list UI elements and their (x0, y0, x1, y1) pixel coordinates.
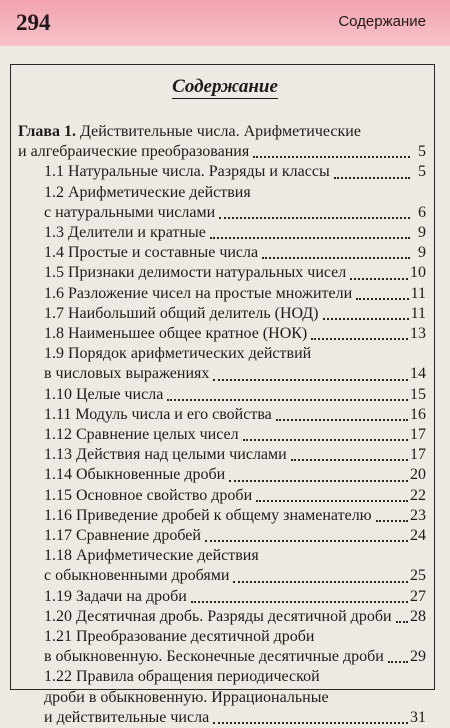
toc-title-text: Содержание (172, 76, 278, 97)
table-of-contents (18, 122, 426, 728)
toc-entry-text: 1.13 Действия над целыми числами (44, 446, 287, 464)
dot-leader (229, 472, 408, 482)
dot-leader (243, 431, 408, 441)
dot-leader (376, 512, 408, 522)
toc-entry-text: 1.4 Простые и составные числа (44, 244, 259, 262)
dot-leader (262, 249, 410, 259)
toc-entry-text: 1.22 Правила обращения периодической (44, 668, 320, 686)
dot-leader (350, 270, 408, 280)
toc-entry-text: 1.14 Обыкновенные дроби (44, 466, 226, 484)
toc-entry-text: 1.10 Целые числа (44, 385, 164, 403)
toc-page-number: 5 (418, 163, 426, 181)
dot-leader (213, 371, 408, 381)
toc-entry-s1_2[interactable] (18, 203, 426, 223)
dot-leader (291, 451, 408, 461)
toc-page-number: 15 (410, 385, 426, 403)
toc-entry-s1_16[interactable] (18, 506, 426, 526)
toc-entry-text: 1.5 Признаки делимости натуральных чисел (44, 264, 347, 282)
toc-entry-s1_19[interactable] (18, 587, 426, 607)
toc-entry-text: и алгебраические преобразования (18, 143, 250, 161)
toc-entry-s1_21[interactable] (18, 647, 426, 667)
toc-page-number: 13 (410, 325, 426, 343)
toc-entry-text: 1.17 Сравнение дробей (44, 527, 201, 545)
dot-leader (323, 310, 409, 320)
toc-entry-text: 1.6 Разложение чисел на простые множители (44, 284, 353, 302)
toc-entry-text: в числовых выражениях (44, 365, 210, 383)
toc-page-number: 31 (410, 708, 426, 726)
toc-entry-s1_9-line[interactable] (18, 344, 426, 364)
toc-page-number: 27 (410, 587, 426, 605)
chapter-label: Глава 1. (18, 123, 76, 140)
toc-entry-s1_8[interactable] (18, 324, 426, 344)
toc-entry-text: и действительные числа (44, 708, 210, 726)
dot-leader (205, 532, 408, 542)
toc-page-number: 24 (410, 527, 426, 545)
toc-entry-text: 1.19 Задачи на дроби (44, 587, 187, 605)
toc-entry-s1_10[interactable] (18, 385, 426, 405)
toc-page-number: 23 (410, 506, 426, 524)
toc-entry-ch1[interactable] (18, 142, 426, 162)
toc-entry-s1_5[interactable] (18, 263, 426, 283)
toc-page-number: 11 (410, 304, 426, 322)
toc-entry-s1_4[interactable] (18, 243, 426, 263)
toc-page-number: 14 (410, 365, 426, 383)
dot-leader (334, 169, 410, 179)
toc-entry-text: 1.11 Модуль числа и его свойства (44, 405, 272, 423)
toc-entry-s1_3[interactable] (18, 223, 426, 243)
toc-entry-s1_11[interactable] (18, 405, 426, 425)
toc-entry-s1_7[interactable] (18, 304, 426, 324)
toc-page-number: 28 (410, 607, 426, 625)
toc-entry-s1_13[interactable] (18, 445, 426, 465)
toc-page-number: 10 (410, 264, 426, 282)
toc-entry-text: 1.20 Десятичная дробь. Разряды десятичной дроби (44, 607, 392, 625)
toc-page-number: 9 (418, 244, 426, 262)
toc-entry-s1_15[interactable] (18, 486, 426, 506)
toc-page-number: 6 (418, 203, 426, 221)
toc-entry-s1_17[interactable] (18, 526, 426, 546)
toc-entry-s1_12[interactable] (18, 425, 426, 445)
toc-page-number: 22 (410, 486, 426, 504)
toc-entry-s1_20[interactable] (18, 607, 426, 627)
dot-leader (311, 330, 408, 340)
dot-leader (233, 573, 408, 583)
dot-leader (396, 613, 408, 623)
toc-entry-text: 1.7 Наибольший общий делитель (НОД) (44, 304, 319, 322)
dot-leader (256, 492, 408, 502)
toc-entry-s1_6[interactable] (18, 284, 426, 304)
toc-entry-s1_14[interactable] (18, 465, 426, 485)
dot-leader (213, 714, 408, 724)
toc-page-number: 20 (410, 466, 426, 484)
toc-entry-text: 1.15 Основное свойство дроби (44, 486, 253, 504)
toc-page-number: 29 (410, 648, 426, 666)
toc-title (0, 76, 450, 98)
toc-entry-text: 1.12 Сравнение целых чисел (44, 426, 239, 444)
toc-entry-s1_2-line[interactable] (18, 183, 426, 203)
toc-page-number: 11 (410, 284, 426, 302)
toc-entry-s1_9[interactable] (18, 364, 426, 384)
toc-entry-s1_1[interactable] (18, 162, 426, 182)
toc-entry-text: с обыкновенными дробями (44, 567, 230, 585)
toc-page-number: 17 (410, 426, 426, 444)
toc-entry-s1_21-line[interactable] (18, 627, 426, 647)
toc-page-number: 25 (410, 567, 426, 585)
toc-entry-text: в обыкновенную. Бесконечные десятичные дроби (44, 648, 384, 666)
toc-entry-text: 1.2 Арифметические действия (44, 183, 251, 201)
toc-entry-text: Действительные числа. Арифметические (80, 123, 361, 140)
toc-entry-s1_18[interactable] (18, 566, 426, 586)
toc-entry-text: 1.1 Натуральные числа. Разряды и классы (44, 163, 330, 181)
toc-entry-text: дроби в обыкновенную. Иррациональные (44, 688, 329, 706)
toc-page-number: 17 (410, 446, 426, 464)
toc-entry-text: 1.16 Приведение дробей к общему знаменателю (44, 506, 372, 524)
dot-leader (210, 229, 410, 239)
toc-entry-text: 1.3 Делители и кратные (44, 224, 206, 242)
dot-leader (356, 290, 408, 300)
toc-page-number: 5 (418, 143, 426, 161)
toc-entry-s1_22-line[interactable] (18, 667, 426, 687)
toc-page-number: 9 (418, 224, 426, 242)
toc-entry-s1_22[interactable] (18, 708, 426, 728)
dot-leader (191, 593, 408, 603)
toc-page-number: 16 (410, 405, 426, 423)
toc-entry-text: 1.8 Наименьшее общее кратное (НОК) (44, 325, 308, 343)
page-number: 294 (16, 10, 51, 35)
toc-entry-ch1-line[interactable] (18, 122, 426, 142)
dot-leader (219, 209, 410, 219)
toc-entry-s1_18-line[interactable] (18, 546, 426, 566)
toc-entry-text: с натуральными числами (44, 203, 216, 221)
dot-leader (276, 411, 408, 421)
toc-entry-s1_22-line[interactable] (18, 688, 426, 708)
toc-entry-text: 1.21 Преобразование десятичной дроби (44, 628, 315, 646)
running-head: Содержание (338, 13, 426, 30)
dot-leader (167, 391, 408, 401)
dot-leader (388, 653, 408, 663)
dot-leader (253, 148, 410, 158)
page-header (0, 0, 450, 46)
toc-entry-text: 1.18 Арифметические действия (44, 547, 259, 565)
toc-entry-text: 1.9 Порядок арифметических действий (44, 345, 312, 363)
